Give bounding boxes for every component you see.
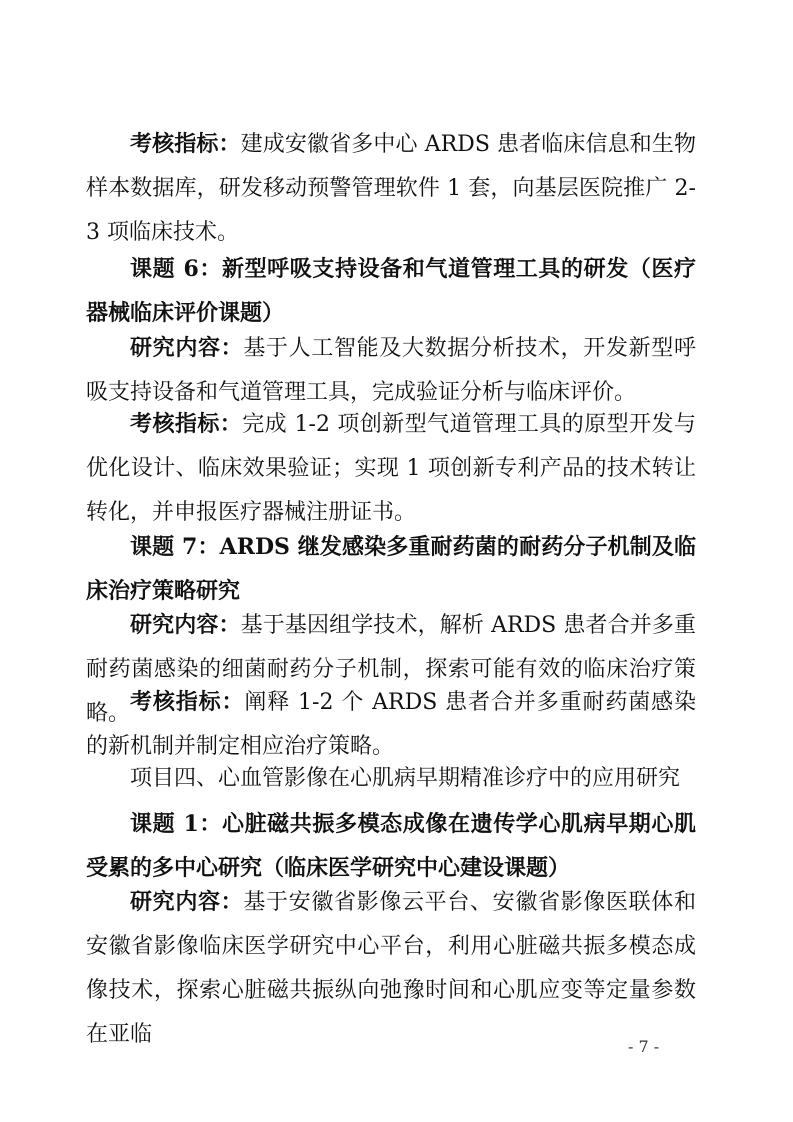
label-assessment: 考核指标： [130, 689, 245, 715]
paragraph-assessment-3 [86, 680, 696, 769]
page-number: - 7 - [628, 1037, 660, 1056]
label-research-content: 研究内容： [130, 612, 241, 638]
heading-topic-1: 课题 1：心脏磁共振多模态成像在遗传学心肌病早期心肌受累的多中心研究（临床医学研究中心建设课题） [86, 811, 696, 881]
heading-topic-6: 课题 6：新型呼吸支持设备和气道管理工具的研发（医疗器械临床评价课题） [86, 256, 696, 326]
heading-project-4: 项目四、心血管影像在心肌病早期精准诊疗中的应用研究 [130, 766, 681, 791]
paragraph-text: 完成 1-2 项创新型气道管理工具的原型开发与优化设计、临床效果验证；实现 1 项创新专利产品的技术转让转化，并申报医疗器械注册证书。 [86, 412, 696, 525]
paragraph-assessment-1 [86, 122, 696, 255]
paragraph-text: 基于人工智能及大数据分析技术，开发新型呼吸支持设备和气道管理工具，完成验证分析与临床评价。 [86, 336, 696, 405]
heading-topic-7: 课题 7：ARDS 继发感染多重耐药菌的耐药分子机制及临床治疗策略研究 [86, 534, 696, 604]
label-assessment: 考核指标： [130, 411, 243, 437]
paragraph-text: 阐释 1-2 个 ARDS 患者合并多重耐药菌感染的新机制并制定相应治疗策略。 [86, 690, 696, 759]
label-assessment: 考核指标： [130, 131, 241, 157]
paragraph-text: 基于基因组学技术，解析 ARDS 患者合并多重耐药菌感染的细菌耐药分子机制，探索可能有效的临床治疗策略。 [86, 613, 696, 726]
paragraph-text: 基于安徽省影像云平台、安徽省影像医联体和安徽省影像临床医学研究中心平台，利用心脏磁共振多模态成像技术，探索心脏磁共振纵向弛豫时间和心肌应变等定量参数在亚临 [86, 890, 696, 1047]
label-research-content: 研究内容： [130, 889, 244, 915]
paragraph-research-content-3 [86, 880, 696, 1057]
paragraph-text: 建成安徽省多中心 ARDS 患者临床信息和生物样本数据库，研发移动预警管理软件 1 套，向基层医院推广 2-3 项临床技术。 [86, 132, 696, 245]
paragraph-assessment-2 [86, 402, 696, 535]
label-research-content: 研究内容： [130, 335, 244, 361]
